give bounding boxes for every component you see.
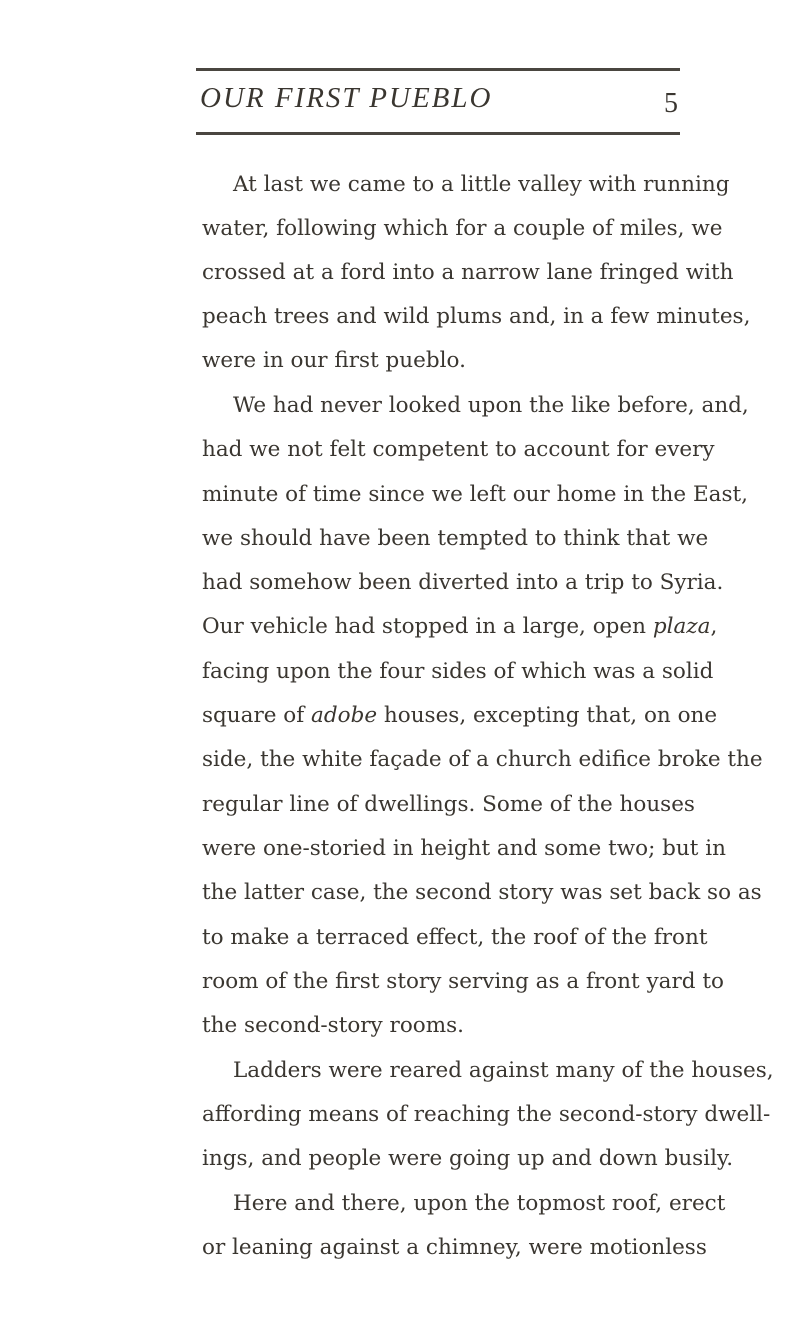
- text-line: had somehow been diverted into a trip to Syria.: [202, 570, 724, 595]
- text-line: square of adobe houses, excepting that, on one: [202, 703, 718, 728]
- text-line: were in our first pueblo.: [202, 348, 466, 373]
- header-rule-bottom: [196, 132, 680, 135]
- text-line: ings, and people were going up and down busily.: [202, 1146, 734, 1171]
- text-line: side, the white façade of a church edifice broke the: [202, 747, 763, 772]
- text-line: the latter case, the second story was set back so as: [202, 880, 762, 905]
- text-line: minute of time since we left our home in the East,: [202, 482, 748, 507]
- text-line: or leaning against a chimney, were motionless: [202, 1235, 707, 1260]
- text-line: At last we came to a little valley with running: [233, 172, 730, 197]
- text-line: we should have been tempted to think that we: [202, 526, 709, 551]
- text-line: regular line of dwellings. Some of the houses: [202, 792, 695, 817]
- text-line: Our vehicle had stopped in a large, open plaza,: [202, 614, 718, 639]
- text-line: facing upon the four sides of which was a solid: [202, 659, 714, 684]
- text-line: to make a terraced effect, the roof of the front: [202, 925, 708, 950]
- header-rule-top: [196, 68, 680, 71]
- running-title: OUR FIRST PUEBLO: [200, 82, 493, 114]
- italic-term-adobe: adobe: [311, 703, 378, 728]
- running-head: [196, 80, 680, 124]
- text-line: affording means of reaching the second-story dwell-: [202, 1102, 771, 1127]
- italic-term-plaza: plaza: [652, 614, 711, 639]
- text-line: peach trees and wild plums and, in a few minutes,: [202, 304, 751, 329]
- text-line: Here and there, upon the topmost roof, erect: [233, 1191, 726, 1216]
- text-line: We had never looked upon the like before, and,: [233, 393, 749, 418]
- text-line: had we not felt competent to account for every: [202, 437, 715, 462]
- text-line: room of the first story serving as a front yard to: [202, 969, 724, 994]
- text-line: water, following which for a couple of miles, we: [202, 216, 723, 241]
- text-line: crossed at a ford into a narrow lane fringed with: [202, 260, 734, 285]
- text-line: Ladders were reared against many of the houses,: [233, 1058, 774, 1083]
- text-line: the second-story rooms.: [202, 1013, 464, 1038]
- text-line: were one-storied in height and some two; but in: [202, 836, 726, 861]
- page-number: 5: [664, 88, 678, 119]
